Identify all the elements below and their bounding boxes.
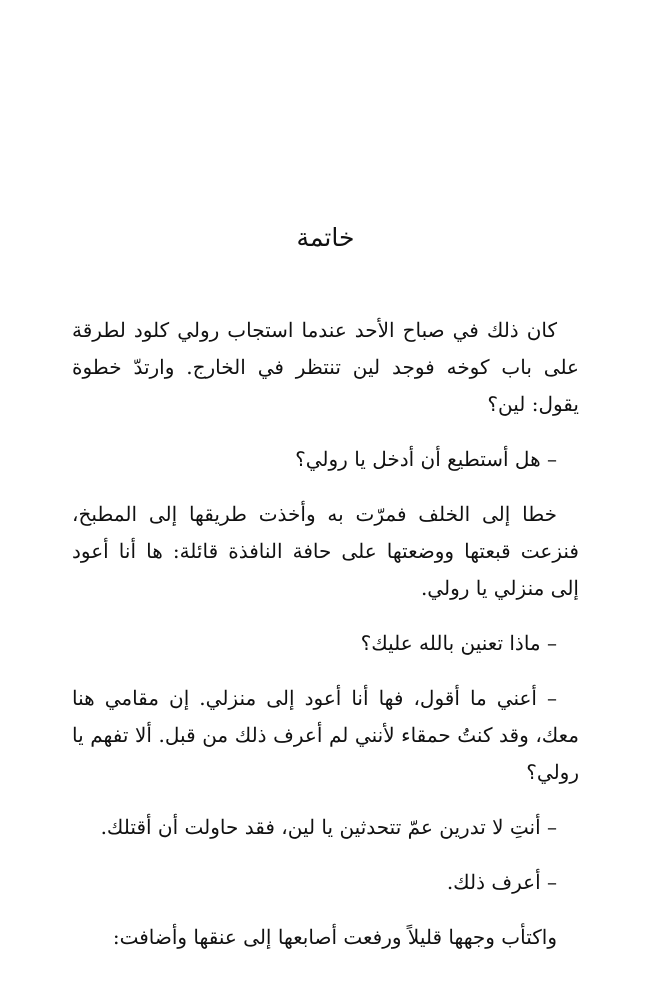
dialogue-line-going-home: – أعني ما أقول، فها أنا أعود إلى منزلي. إن مقامي هنا معك، وقد كنتُ حمقاء لأنني لم أعرف ذلك من قبل. ألا تفهم يا رولي؟	[72, 686, 579, 784]
paragraph-kitchen: خطا إلى الخلف فمرّت به وأخذت طريقها إلى المطبخ، فنزعت قبعتها ووضعتها على حافة النافذة قائلة: ها أنا أعود إلى منزلي يا رولي.	[72, 502, 579, 600]
paragraph-opening: كان ذلك في صباح الأحد عندما استجاب رولي كلود لطرقة على باب كوخه فوجد لين تنتظر في الخارج. وارتدّ خطوة يقول: لين؟	[72, 318, 579, 416]
page-body	[72, 312, 579, 974]
chapter-title: خاتمة	[296, 223, 355, 252]
dialogue-line-ask-enter: – هل أستطيع أن أدخل يا رولي؟	[295, 447, 557, 471]
paragraph-closing: واكتأب وجهها قليلاً ورفعت أصابعها إلى عنقها وأضافت:	[112, 925, 557, 949]
dialogue-line-tried-kill: – أنتِ لا تدرين عمّ تتحدثين يا لين، فقد حاولت أن أقتلك.	[100, 815, 557, 839]
dialogue-line-what-mean: – ماذا تعنين بالله عليك؟	[360, 631, 557, 655]
dialogue-line-i-know: – أعرف ذلك.	[446, 870, 557, 894]
